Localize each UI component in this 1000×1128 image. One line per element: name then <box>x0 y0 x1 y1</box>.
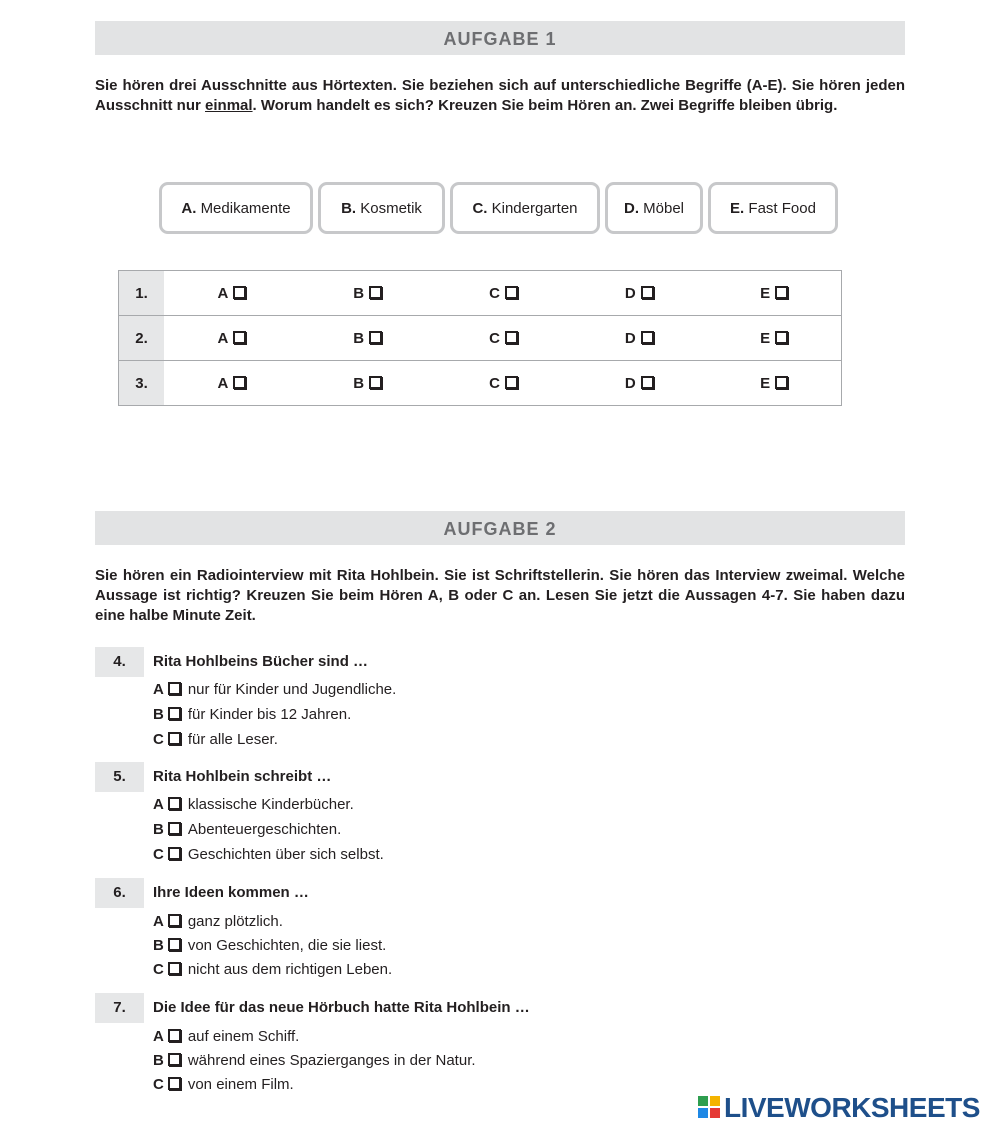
checkbox-icon[interactable] <box>369 286 382 299</box>
grid-cell-letter: D <box>624 329 636 347</box>
option-letter: C. <box>472 200 488 217</box>
answer-letter: A <box>153 796 164 813</box>
grid-cell-b[interactable] <box>300 271 436 316</box>
answer-text: ganz plötzlich. <box>187 913 283 930</box>
grid-cell-letter: A <box>217 329 229 347</box>
grid-cell-letter: A <box>217 284 229 302</box>
answer-option[interactable] <box>153 821 341 839</box>
grid-cell-c[interactable] <box>436 316 572 361</box>
answer-text: nicht aus dem richtigen Leben. <box>187 961 393 978</box>
grid-cell-e[interactable] <box>707 271 841 316</box>
answer-text: von einem Film. <box>187 1076 294 1093</box>
checkbox-icon[interactable] <box>168 682 181 695</box>
answer-letter: A <box>153 1028 164 1045</box>
answer-letter: A <box>153 681 164 698</box>
grid-cell-letter: E <box>760 374 771 392</box>
checkbox-icon[interactable] <box>505 376 518 389</box>
grid-row-number: 2. <box>119 316 165 361</box>
option-box-c <box>450 182 600 234</box>
answer-option[interactable] <box>153 961 392 979</box>
grid-cell-e[interactable] <box>707 316 841 361</box>
option-letter: B. <box>341 200 357 217</box>
checkbox-icon[interactable] <box>233 376 246 389</box>
section2-instruction: Sie hören ein Radiointerview mit Rita Hohlbein. Sie ist Schriftstellerin. Sie hören das Interview zweimal. Welche Aussage ist richtig? Kreuzen Sie beim Hören A, B oder C an. Lesen Sie jetzt die Aussagen 4-7. Sie haben dazu eine halbe Minute Zeit. <box>95 567 905 624</box>
top-rule <box>95 0 905 2</box>
question-text: Ihre Ideen kommen … <box>153 884 309 901</box>
liveworksheets-logo <box>698 1093 994 1123</box>
answer-option[interactable] <box>153 706 351 724</box>
checkbox-icon[interactable] <box>168 797 181 810</box>
option-box-e <box>708 182 838 234</box>
answer-letter: A <box>153 913 164 930</box>
checkbox-icon[interactable] <box>168 938 181 951</box>
answer-option[interactable] <box>153 681 396 699</box>
checkbox-icon[interactable] <box>641 331 654 344</box>
grid-row-number: 3. <box>119 361 165 406</box>
answer-text: während eines Spazierganges in der Natur. <box>187 1052 476 1069</box>
grid-row <box>119 361 842 406</box>
grid-cell-letter: E <box>760 329 771 347</box>
grid-cell-letter: C <box>489 329 500 347</box>
answer-option[interactable] <box>153 1028 299 1046</box>
option-text: Kindergarten <box>491 200 578 217</box>
option-boxes <box>0 182 1000 242</box>
answer-letter: C <box>153 1076 164 1093</box>
answer-letter: C <box>153 961 164 978</box>
answer-letter: C <box>153 846 164 863</box>
checkbox-icon[interactable] <box>168 847 181 860</box>
grid-cell-c[interactable] <box>436 361 572 406</box>
grid-cell-e[interactable] <box>707 361 841 406</box>
grid-row <box>119 316 842 361</box>
answer-text: klassische Kinderbücher. <box>187 796 354 813</box>
option-box-a <box>159 182 313 234</box>
logo-square <box>710 1108 720 1118</box>
checkbox-icon[interactable] <box>369 376 382 389</box>
answer-text: Geschichten über sich selbst. <box>187 846 384 863</box>
logo-square <box>698 1096 708 1106</box>
section1-instruction <box>95 76 905 116</box>
grid-cell-letter: B <box>353 374 365 392</box>
option-text: Möbel <box>643 200 685 217</box>
checkbox-icon[interactable] <box>505 331 518 344</box>
grid-cell-letter: C <box>489 374 500 392</box>
checkbox-icon[interactable] <box>775 376 788 389</box>
answer-grid <box>118 270 842 406</box>
grid-row <box>119 271 842 316</box>
grid-cell-a[interactable] <box>164 361 300 406</box>
answer-option[interactable] <box>153 846 384 864</box>
liveworksheets-grid-icon <box>698 1096 720 1118</box>
checkbox-icon[interactable] <box>168 822 181 835</box>
question-text: Die Idee für das neue Hörbuch hatte Rita Hohlbein … <box>153 999 530 1016</box>
question-text: Rita Hohlbeins Bücher sind … <box>153 653 369 670</box>
option-text: Medikamente <box>200 200 291 217</box>
grid-cell-d[interactable] <box>571 316 707 361</box>
answer-option[interactable] <box>153 796 354 814</box>
question-number: 6. <box>95 878 144 908</box>
answer-text: von Geschichten, die sie liest. <box>187 937 387 954</box>
answer-option[interactable] <box>153 1052 476 1070</box>
checkbox-icon[interactable] <box>233 331 246 344</box>
grid-cell-d[interactable] <box>571 271 707 316</box>
grid-row-number: 1. <box>119 271 165 316</box>
checkbox-icon[interactable] <box>641 286 654 299</box>
grid-cell-letter: C <box>489 284 500 302</box>
checkbox-icon[interactable] <box>505 286 518 299</box>
checkbox-icon[interactable] <box>168 1029 181 1042</box>
checkbox-icon[interactable] <box>641 376 654 389</box>
grid-cell-a[interactable] <box>164 316 300 361</box>
grid-cell-letter: B <box>353 329 365 347</box>
checkbox-icon[interactable] <box>775 286 788 299</box>
answer-text: nur für Kinder und Jugendliche. <box>187 681 397 698</box>
option-letter: D. <box>623 200 639 217</box>
answer-text: Abenteuergeschichten. <box>187 821 342 838</box>
answer-option[interactable] <box>153 731 278 749</box>
grid-cell-b[interactable] <box>300 361 436 406</box>
question-number: 4. <box>95 647 144 677</box>
option-letter: E. <box>730 200 745 217</box>
grid-cell-letter: E <box>760 284 771 302</box>
answer-text: auf einem Schiff. <box>187 1028 300 1045</box>
checkbox-icon[interactable] <box>369 331 382 344</box>
answer-option[interactable] <box>153 937 386 955</box>
question-number: 7. <box>95 993 144 1023</box>
checkbox-icon[interactable] <box>168 1053 181 1066</box>
answer-option[interactable] <box>153 1076 294 1094</box>
answer-text: für Kinder bis 12 Jahren. <box>187 706 352 723</box>
option-box-b <box>318 182 445 234</box>
logo-text: LIVEWORKSHEETS <box>724 1092 980 1123</box>
checkbox-icon[interactable] <box>168 962 181 975</box>
grid-cell-d[interactable] <box>571 361 707 406</box>
logo-square <box>698 1108 708 1118</box>
answer-letter: B <box>153 937 164 954</box>
checkbox-icon[interactable] <box>168 707 181 720</box>
section1-instruction-part-b: . Worum handelt es sich? Kreuzen Sie beim Hören an. Zwei Begriffe bleiben übrig. <box>252 97 838 114</box>
checkbox-icon[interactable] <box>775 331 788 344</box>
logo-square <box>710 1096 720 1106</box>
grid-cell-c[interactable] <box>436 271 572 316</box>
section1-instruction-emphasis: einmal <box>205 97 253 114</box>
grid-cell-letter: D <box>624 284 636 302</box>
answer-letter: C <box>153 731 164 748</box>
checkbox-icon[interactable] <box>233 286 246 299</box>
answer-letter: B <box>153 706 164 723</box>
grid-cell-a[interactable] <box>164 271 300 316</box>
grid-cell-letter: D <box>624 374 636 392</box>
answer-letter: B <box>153 821 164 838</box>
answer-option[interactable] <box>153 913 283 931</box>
grid-cell-letter: B <box>353 284 365 302</box>
section2-title: AUFGABE 2 <box>95 511 905 545</box>
checkbox-icon[interactable] <box>168 732 181 745</box>
option-letter: A. <box>181 200 197 217</box>
answer-text: für alle Leser. <box>187 731 278 748</box>
answer-letter: B <box>153 1052 164 1069</box>
question-text: Rita Hohlbein schreibt … <box>153 768 332 785</box>
grid-cell-b[interactable] <box>300 316 436 361</box>
option-text: Fast Food <box>748 200 816 217</box>
checkbox-icon[interactable] <box>168 914 181 927</box>
option-box-d <box>605 182 703 234</box>
option-text: Kosmetik <box>360 200 422 217</box>
question-number: 5. <box>95 762 144 792</box>
section1-instruction-part-a: Sie hören drei Ausschnitte aus Hörtexten. Sie beziehen sich auf unterschiedliche Begriffe (A-E). Sie hören jeden Ausschnitt nur <box>95 77 905 114</box>
checkbox-icon[interactable] <box>168 1077 181 1090</box>
section1-title: AUFGABE 1 <box>95 21 905 55</box>
grid-cell-letter: A <box>217 374 229 392</box>
